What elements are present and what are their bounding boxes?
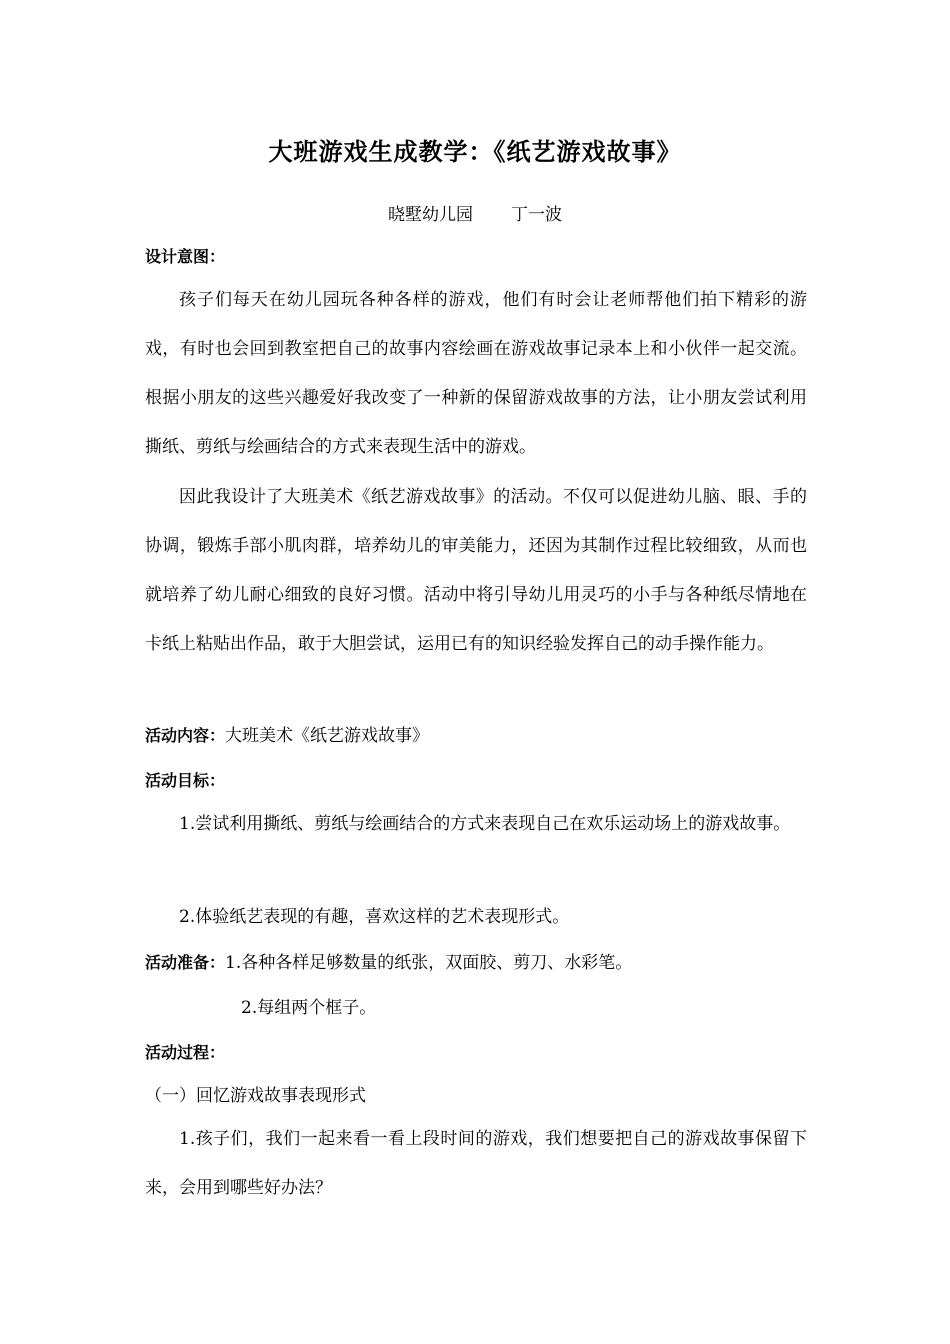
goal-1: 1.尝试利用撕纸、剪纸与绘画结合的方式来表现自己在欢乐运动场上的游戏故事。 [179, 814, 791, 834]
content-text: 大班美术《纸艺游戏故事》 [225, 726, 430, 746]
goal-2: 2.体验纸艺表现的有趣，喜欢这样的艺术表现形式。 [179, 907, 570, 927]
document-title: 大班游戏生成教学：《纸艺游戏故事》 [268, 138, 682, 166]
author-line [0, 200, 950, 225]
step-1-text: 1.孩子们，我们一起来看一看上段时间的游戏，我们想要把自己的游戏故事保留下来，会用到哪些好办法？ [145, 1129, 807, 1198]
prep-item-1: 1.各种各样足够数量的纸张，双面胶、剪刀、水彩笔。 [225, 953, 633, 973]
process-heading: 活动过程： [145, 1043, 226, 1062]
content-heading: 活动内容： [145, 726, 226, 745]
goals-heading: 活动目标： [145, 771, 226, 790]
author-name: 丁一波 [511, 205, 562, 225]
prep-item-2: 2.每组两个框子。 [241, 998, 377, 1018]
step-1-heading: （一）回忆游戏故事表现形式 [145, 1086, 366, 1106]
prep-line [145, 951, 810, 975]
school-name: 晓墅幼儿园 [388, 205, 473, 225]
design-paragraph-2: 因此我设计了大班美术《纸艺游戏故事》的活动。不仅可以促进幼儿脑、眼、手的协调，锻炼手部小肌肉群，培养幼儿的审美能力，还因为其制作过程比较细致，从而也就培养了幼儿耐心细致的良好习惯。活动中将引导幼儿用灵巧的小手与各种纸尽情地在卡纸上粘贴出作品，敢于大胆尝试，运用已有的知识经验发挥自己的动手操作能力。 [145, 487, 807, 654]
design-intent-heading: 设计意图： [145, 247, 226, 266]
design-paragraph-1: 孩子们每天在幼儿园玩各种各样的游戏，他们有时会让老师帮他们拍下精彩的游戏，有时也会回到教室把自己的故事内容绘画在游戏故事记录本上和小伙伴一起交流。根据小朋友的这些兴趣爱好我改变了一种新的保留游戏故事的方法，让小朋友尝试利用撕纸、剪纸与绘画结合的方式来表现生活中的游戏。 [145, 290, 807, 457]
content-line [145, 724, 810, 748]
prep-heading: 活动准备： [145, 953, 226, 972]
